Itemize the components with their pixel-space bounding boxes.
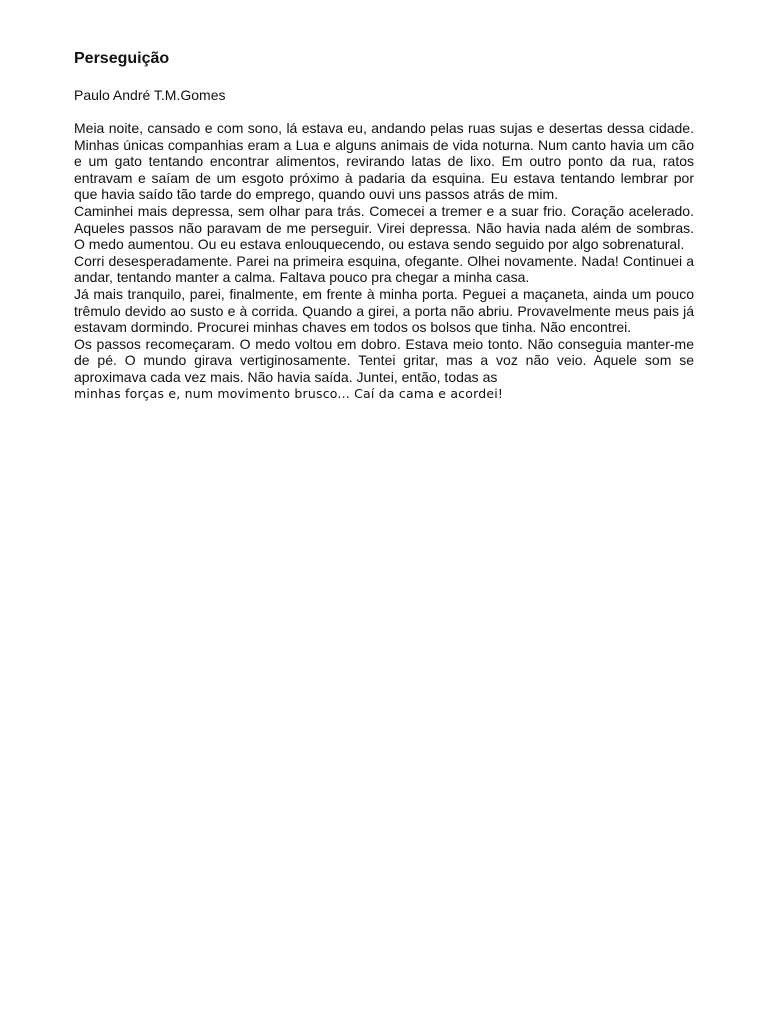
document-title: Perseguição bbox=[74, 50, 170, 67]
paragraph: Caminhei mais depressa, sem olhar para trás. Comecei a tremer e a suar frio. Coração acelerado. Aqueles passos não paravam de me perseguir. Virei depressa. Não havia nada além de sombras. O medo aumentou. Ou eu estava enlouquecendo, ou estava sendo seguido por algo sobrenatural. bbox=[74, 202, 694, 253]
paragraph: Meia noite, cansado e com sono, lá estava eu, andando pelas ruas sujas e desertas dessa cidade. Minhas únicas companhias eram a Lua e alguns animais de vida noturna. Num canto havia um cão e um gato tentando encontrar alimentos, revirando latas de lixo. Em outro ponto da rua, ratos entravam e saíam de um esgoto próximo à padaria da esquina. Eu estava tentando lembrar por que havia saído tão tarde do emprego, quando ouvi uns passos atrás de mim. bbox=[74, 120, 694, 203]
document-author: Paulo André T.M.Gomes bbox=[74, 87, 226, 103]
paragraph: Os passos recomeçaram. O medo voltou em dobro. Estava meio tonto. Não conseguia manter-me de pé. O mundo girava vertiginosamente. Tentei gritar, mas a voz não veio. Aquele som se aproximava cada vez mais. Não havia saída. Juntei, então, todas as bbox=[74, 335, 694, 385]
paragraph-final-line: minhas forças e, num movimento brusco... Caí da cama e acordei! bbox=[74, 385, 504, 401]
paragraph: Corri desesperadamente. Parei na primeira esquina, ofegante. Olhei novamente. Nada! Continuei a andar, tentando manter a calma. Faltava pouco pra chegar a minha casa. bbox=[74, 252, 694, 286]
paragraph: Já mais tranquilo, parei, finalmente, em frente à minha porta. Peguei a maçaneta, ainda um pouco trêmulo devido ao susto e à corrida. Quando a girei, a porta não abriu. Provavelmente meus pais já estavam dormindo. Procurei minhas chaves em todos os bolsos que tinha. Não encontrei. bbox=[74, 285, 694, 336]
document-body bbox=[74, 120, 694, 402]
document-page bbox=[74, 48, 694, 402]
